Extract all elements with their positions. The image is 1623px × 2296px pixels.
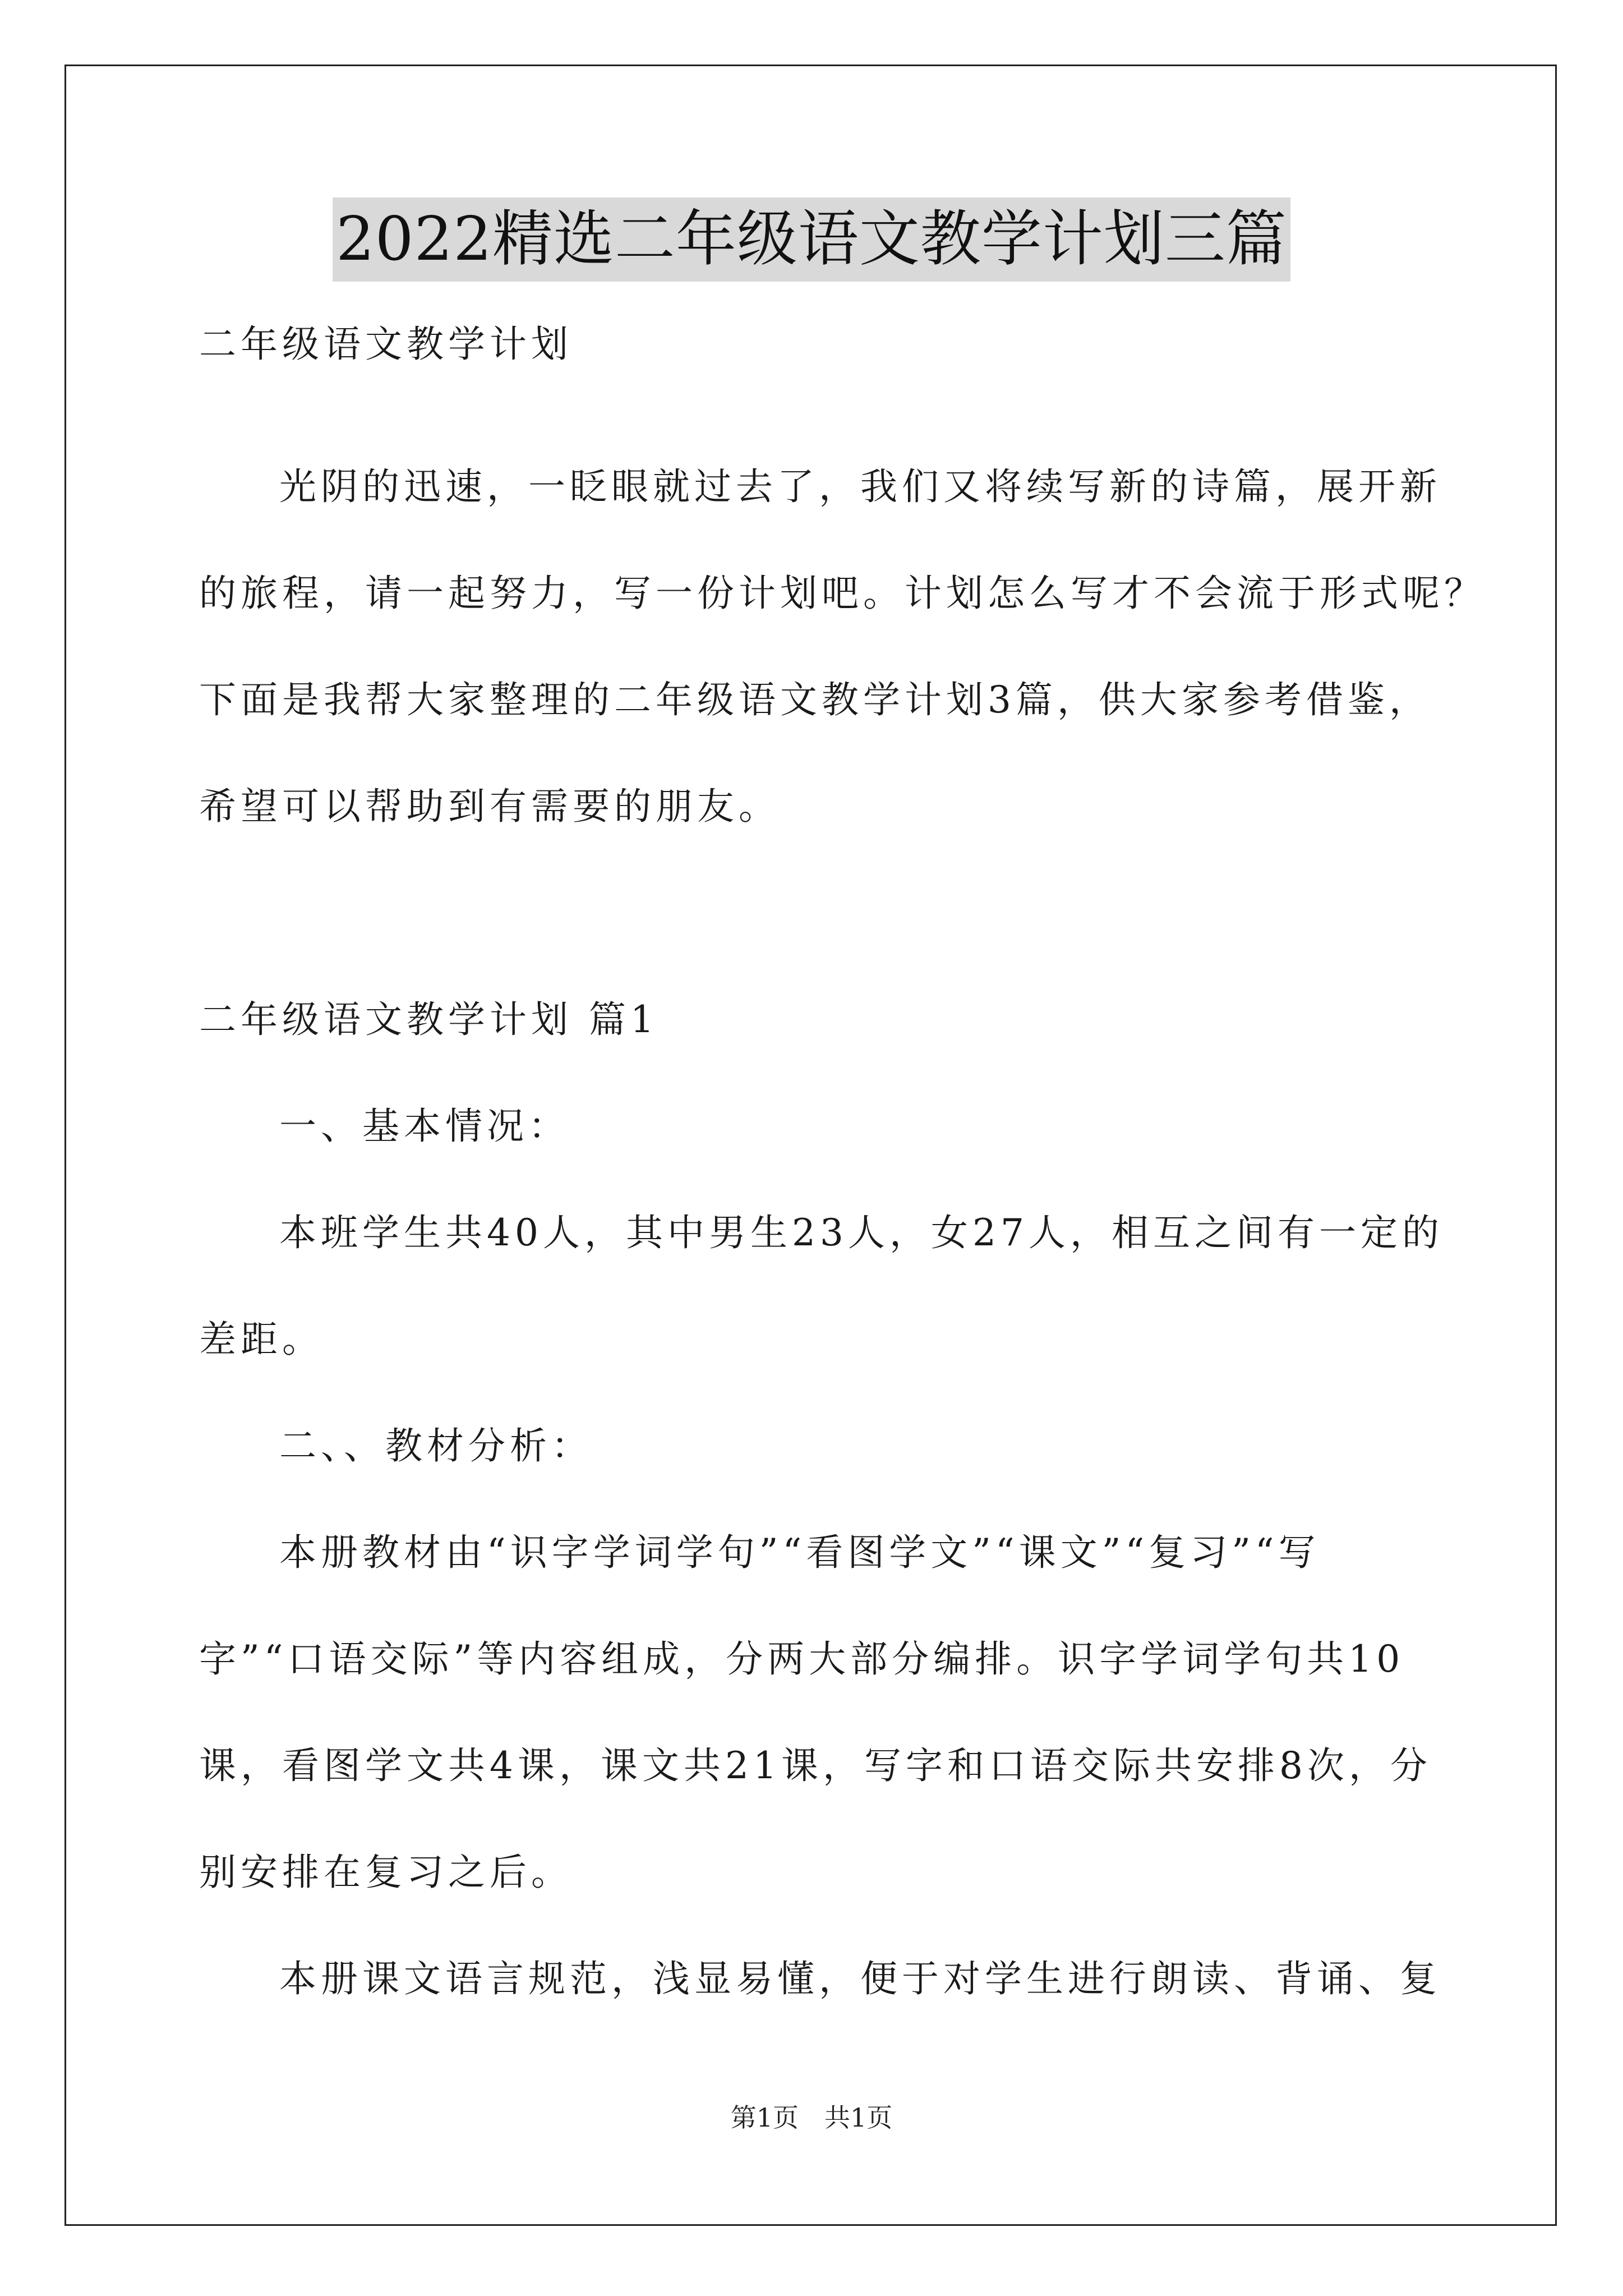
paragraph-line[interactable]: 本册课文语言规范，浅显易懂，便于对学生进行朗读、背诵、复	[279, 1957, 1441, 2000]
subheading-basic-situation[interactable]: 一、基本情况：	[279, 1105, 570, 1148]
intro-paragraph-line[interactable]: 的旅程，请一起努力，写一份计划吧。计划怎么写才不会流于形式呢？	[199, 572, 1486, 615]
paragraph-line[interactable]: 字”“口语交际”等内容组成，分两大部分编排。识字学词学句共10	[199, 1637, 1405, 1681]
subheading-textbook-analysis[interactable]: 二、、教材分析：	[279, 1424, 593, 1467]
paragraph-line[interactable]: 差距。	[199, 1318, 324, 1361]
document-title[interactable]: 2022精选二年级语文教学计划三篇	[333, 197, 1290, 282]
intro-paragraph-line[interactable]: 下面是我帮大家整理的二年级语文教学计划3篇，供大家参考借鉴，	[199, 678, 1431, 721]
paragraph-line[interactable]: 别安排在复习之后。	[199, 1851, 573, 1894]
title-container	[0, 197, 1623, 282]
paragraph-line[interactable]: 本班学生共40人，其中男生23人，女27人，相互之间有一定的	[279, 1211, 1444, 1254]
intro-heading[interactable]: 二年级语文教学计划	[199, 323, 573, 366]
paragraph-line[interactable]: 本册教材由“识字学词学句”“看图学文”“课文”“复习”“写	[279, 1531, 1320, 1574]
intro-paragraph-line[interactable]: 希望可以帮助到有需要的朋友。	[199, 785, 780, 828]
section-heading[interactable]: 二年级语文教学计划 篇1	[199, 998, 658, 1041]
page-footer: 第1页 共1页	[730, 2102, 893, 2133]
intro-paragraph-line[interactable]: 光阴的迅速，一眨眼就过去了，我们又将续写新的诗篇，展开新	[279, 465, 1441, 508]
paragraph-line[interactable]: 课，看图学文共4课，课文共21课，写字和口语交际共安排8次，分	[199, 1744, 1432, 1787]
